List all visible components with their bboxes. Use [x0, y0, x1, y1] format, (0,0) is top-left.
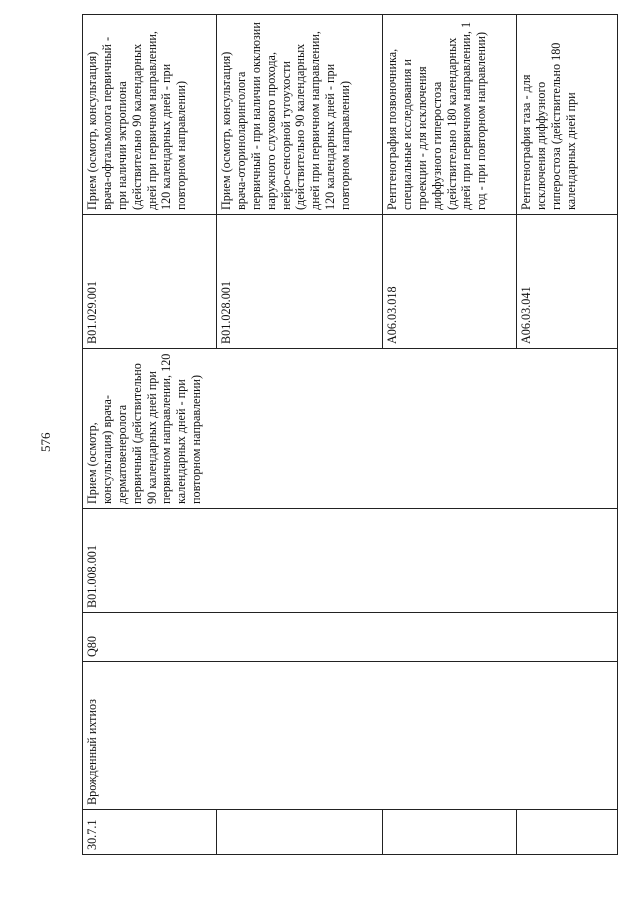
table-row [517, 15, 618, 855]
row-index-cell: 30.7.1 [83, 810, 217, 855]
table-row [83, 15, 217, 855]
service-name-cell: Рентгенография позвоночника, специальные исследования и проекции - для исключения диффузного гиперостоза (действительно 180 календарных дней при первичном направлении, 1 год - при повторном направлении) [383, 15, 517, 215]
icd-code-cell: Q80 [83, 613, 217, 662]
page-number: 576 [38, 432, 53, 452]
empty-cell [517, 810, 618, 855]
empty-cell [383, 810, 517, 855]
service-name-cell: Прием (осмотр, консультация) врача-оториноларинголога первичный - при наличии окклюзии наружного слухового прохода, нейро-сенсорной тугоухости (действительно 90 календарных дней при первичном направлении, 120 календарных дней - при повторном направлении) [217, 15, 383, 215]
primary-service-name-cell: Прием (осмотр, консультация) врача-дерматовенеролога первичный (действительно 90 календарных дней при первичном направлении, 120 календарных дней - при повторном направлении) [83, 349, 217, 509]
empty-cell [217, 662, 383, 810]
empty-cell [383, 509, 517, 613]
empty-cell [217, 349, 383, 509]
empty-cell [517, 662, 618, 810]
rotated-page-content [82, 15, 617, 855]
service-name-cell: Прием (осмотр, консультация) врача-офтальмолога первичный - при наличии эктропиона (действительно 90 календарных дней при первичном направлении, 120 календарных дней - при повторном направлении) [83, 15, 217, 215]
disease-name-cell: Врожденный ихтиоз [83, 662, 217, 810]
service-code-cell: B01.029.001 [83, 215, 217, 349]
empty-cell [217, 613, 383, 662]
empty-cell [517, 613, 618, 662]
table-row [217, 15, 383, 855]
empty-cell [517, 509, 618, 613]
primary-service-code-cell: B01.008.001 [83, 509, 217, 613]
services-table [82, 14, 618, 855]
empty-cell [217, 509, 383, 613]
empty-cell [517, 349, 618, 509]
empty-cell [383, 662, 517, 810]
empty-cell [217, 810, 383, 855]
empty-cell [383, 613, 517, 662]
table-row [383, 15, 517, 855]
empty-cell [383, 349, 517, 509]
service-name-cell: Рентгенография таза - для исключения диффузного гиперостоза (действительно 180 календарных дней при [517, 15, 618, 215]
service-code-cell: B01.028.001 [217, 215, 383, 349]
service-code-cell: A06.03.018 [383, 215, 517, 349]
service-code-cell: A06.03.041 [517, 215, 618, 349]
